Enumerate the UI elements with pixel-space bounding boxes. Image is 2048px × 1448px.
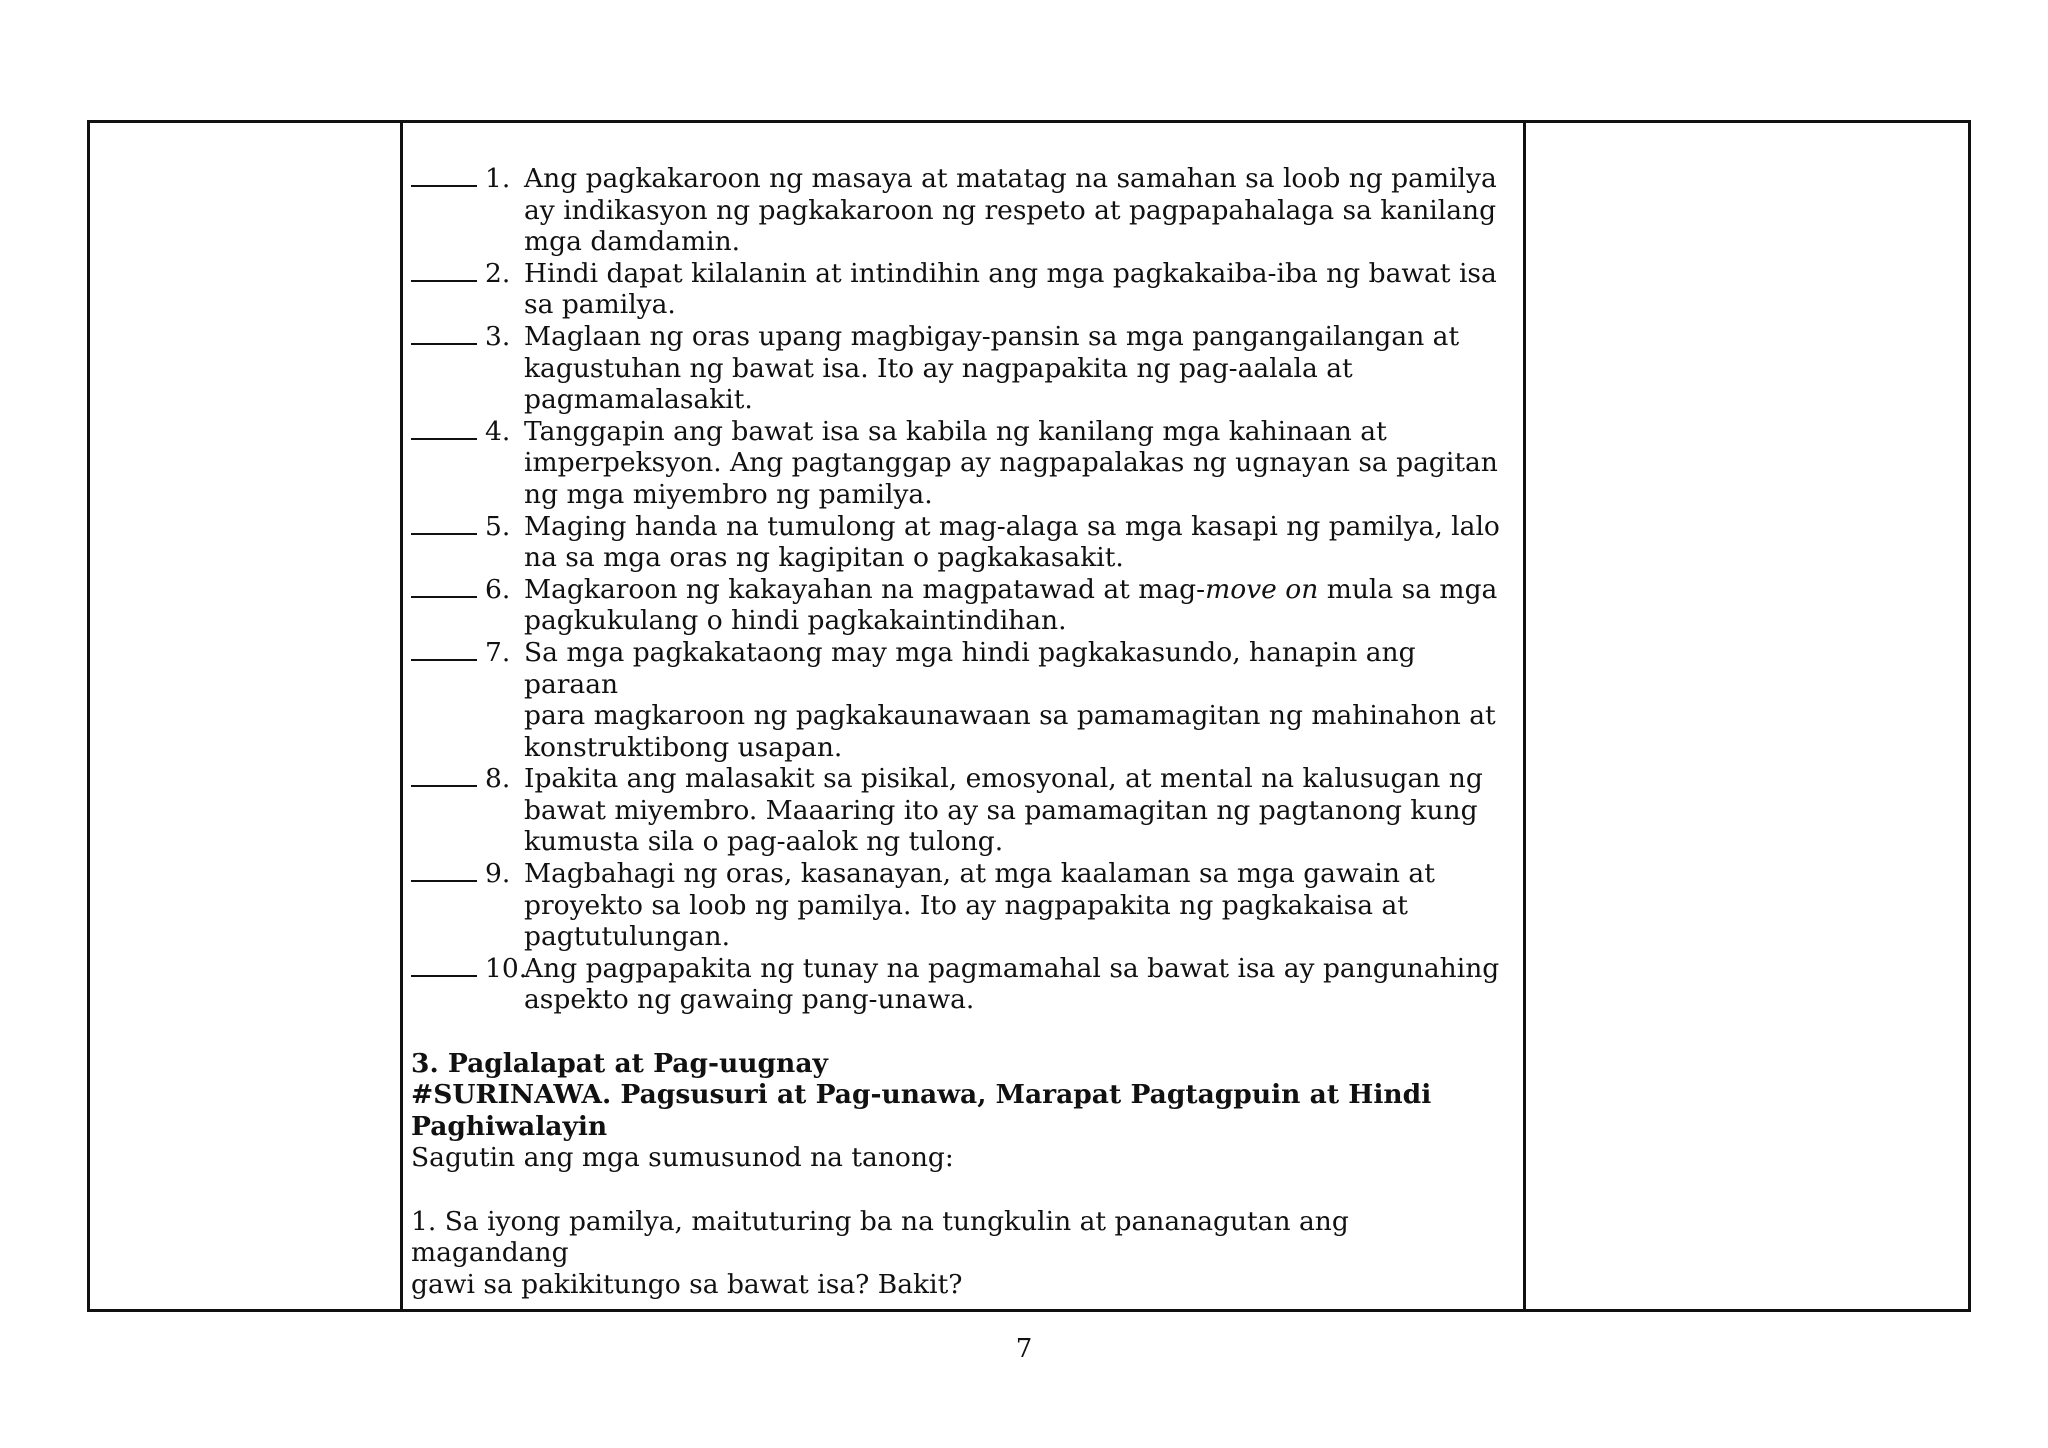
page-number: 7 xyxy=(1015,1334,1033,1364)
item-text: mga damdamin. xyxy=(524,226,741,258)
item-text: Magbahagi ng oras, kasanayan, at mga kaalaman sa mga gawain at xyxy=(524,858,1435,890)
item-text: Maglaan ng oras upang magbigay-pansin sa mga pangangailangan at xyxy=(524,320,1460,352)
item-text: pagmamalasakit. xyxy=(524,384,753,416)
answer-blank[interactable] xyxy=(411,511,477,535)
item-text: kumusta sila o pag-aalok ng tulong. xyxy=(524,826,1004,858)
item-text: mula sa mga xyxy=(1318,573,1498,605)
item-text: kagustuhan ng bawat isa. Ito ay nagpapakita ng pag-aalala at xyxy=(524,352,1353,384)
question-text-continued: gawi sa pakikitungo sa bawat isa? Bakit? xyxy=(411,1268,963,1300)
answer-blank[interactable] xyxy=(411,953,477,977)
answer-blank[interactable] xyxy=(411,763,477,787)
item-text: Maging handa na tumulong at mag-alaga sa mga kasapi ng pamilya, lalo xyxy=(524,510,1500,542)
item-number: 6. xyxy=(485,573,511,605)
item-text: Ang pagkakaroon ng masaya at matatag na samahan sa loob ng pamilya xyxy=(524,163,1497,194)
activity-title-continued: Paghiwalayin xyxy=(411,1110,608,1142)
item-number: 10. xyxy=(485,952,528,984)
activity-title: #SURINAWA. Pagsusuri at Pag-unawa, Marapat Pagtagpuin at Hindi xyxy=(411,1079,1432,1111)
column-divider-right xyxy=(1523,123,1526,1309)
answer-blank[interactable] xyxy=(411,858,477,882)
item-number: 2. xyxy=(485,257,511,289)
item-text: Tanggapin ang bawat isa sa kabila ng kanilang mga kahinaan at xyxy=(524,415,1387,447)
item-text: imperpeksyon. Ang pagtanggap ay nagpapalakas ng ugnayan sa pagitan xyxy=(524,447,1498,479)
spacer xyxy=(411,1174,1501,1206)
item-text: sa pamilya. xyxy=(524,289,676,321)
answer-blank[interactable] xyxy=(411,163,477,187)
spacer xyxy=(411,1016,1501,1048)
item-number: 9. xyxy=(485,858,511,890)
italic-term: move on xyxy=(1205,573,1319,605)
item-text: Ang pagpapakita ng tunay na pagmamahal sa bawat isa ay pangunahing xyxy=(524,952,1500,984)
answer-blank[interactable] xyxy=(411,416,477,440)
item-text: Sa mga pagkakataong may mga hindi pagkakasundo, hanapin ang paraan xyxy=(524,636,1416,700)
item-text: ng mga miyembro ng pamilya. xyxy=(524,478,933,510)
item-text: ay indikasyon ng pagkakaroon ng respeto at pagpapahalaga sa kanilang xyxy=(524,194,1497,226)
section-heading: 3. Paglalapat at Pag-uugnay xyxy=(411,1047,828,1079)
list-item xyxy=(411,321,1501,416)
lesson-content xyxy=(411,163,1501,1312)
item-number: 4. xyxy=(485,415,511,447)
list-item xyxy=(411,163,1501,258)
item-text: pagtutulungan. xyxy=(524,921,731,953)
item-text: Hindi dapat kilalanin at intindihin ang mga pagkakaiba-iba ng bawat isa xyxy=(524,257,1497,289)
list-item xyxy=(411,637,1501,763)
list-item xyxy=(411,574,1501,637)
item-text: konstruktibong usapan. xyxy=(524,731,843,763)
item-text: Magkaroon ng kakayahan na magpatawad at mag- xyxy=(524,573,1206,605)
instruction-text: Sagutin ang mga sumusunod na tanong: xyxy=(411,1142,954,1174)
list-item xyxy=(411,511,1501,574)
list-item xyxy=(411,258,1501,321)
item-text: para magkaroon ng pagkakaunawaan sa pamamagitan ng mahinahon at xyxy=(524,700,1496,732)
answer-blank[interactable] xyxy=(411,637,477,661)
item-text: Ipakita ang malasakit sa pisikal, emosyonal, at mental na kalusugan ng xyxy=(524,763,1483,795)
item-text: na sa mga oras ng kagipitan o pagkakasakit. xyxy=(524,542,1124,574)
answer-blank[interactable] xyxy=(411,574,477,598)
item-text: pagkukulang o hindi pagkakaintindihan. xyxy=(524,605,1067,637)
item-number: 5. xyxy=(485,510,511,542)
item-number: 3. xyxy=(485,320,511,352)
question-text: 1. Sa iyong pamilya, maituturing ba na tungkulin at pananagutan ang magandang xyxy=(411,1205,1349,1269)
column-divider-left xyxy=(400,123,403,1309)
list-item xyxy=(411,858,1501,953)
answer-line[interactable] xyxy=(411,1310,1496,1312)
list-item xyxy=(411,416,1501,511)
item-text: aspekto ng gawaing pang-unawa. xyxy=(524,984,975,1016)
item-number: 8. xyxy=(485,763,511,795)
item-text: proyekto sa loob ng pamilya. Ito ay nagpapakita ng pagkakaisa at xyxy=(524,889,1408,921)
list-item xyxy=(411,763,1501,858)
list-item xyxy=(411,953,1501,1016)
item-number: 7. xyxy=(485,636,511,668)
item-text: bawat miyembro. Maaaring ito ay sa pamamagitan ng pagtanong kung xyxy=(524,794,1478,826)
item-number: 1. xyxy=(485,163,511,194)
answer-blank[interactable] xyxy=(411,258,477,282)
answer-blank[interactable] xyxy=(411,321,477,345)
